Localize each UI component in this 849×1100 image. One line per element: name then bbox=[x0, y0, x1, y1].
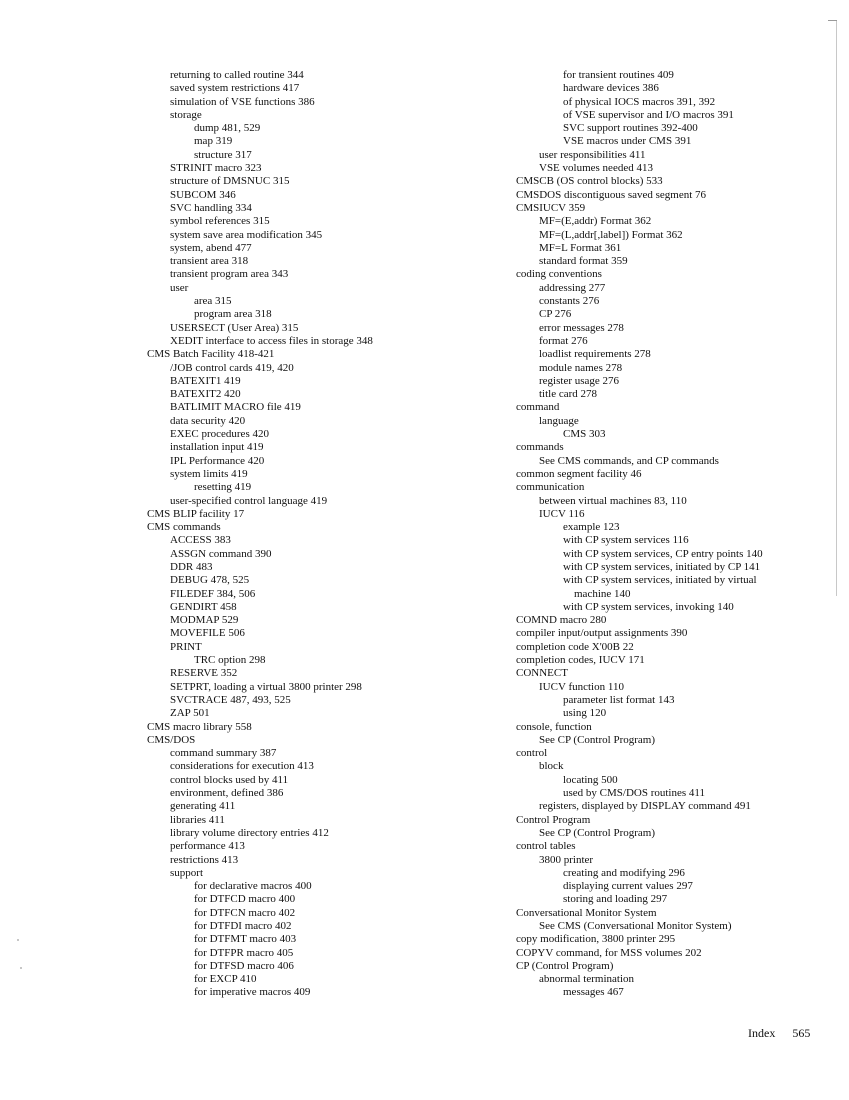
index-subentry: storing and loading 297 bbox=[563, 893, 668, 906]
index-subentry: RESERVE 352 bbox=[170, 667, 238, 680]
page-number: 565 bbox=[792, 1026, 811, 1040]
index-subentry: BATEXIT2 420 bbox=[170, 388, 241, 401]
index-subentry: addressing 277 bbox=[539, 281, 606, 294]
index-subentry: data security 420 bbox=[170, 414, 246, 427]
index-subentry: SVC support routines 392-400 bbox=[563, 122, 698, 135]
index-subentry: error messages 278 bbox=[539, 321, 624, 334]
index-subentry: STRINIT macro 323 bbox=[170, 162, 262, 175]
right-margin-rule bbox=[836, 20, 837, 596]
index-subentry: IUCV function 110 bbox=[539, 680, 624, 693]
index-subentry: ASSGN command 390 bbox=[170, 547, 272, 560]
index-subentry: BATLIMIT MACRO file 419 bbox=[170, 401, 301, 414]
index-subentry: FILEDEF 384, 506 bbox=[170, 587, 256, 600]
index-subentry: of physical IOCS macros 391, 392 bbox=[563, 95, 716, 108]
index-subentry: library volume directory entries 412 bbox=[170, 826, 329, 839]
index-subentry: with CP system services, CP entry points 140 bbox=[563, 547, 763, 560]
index-subentry: abnormal termination bbox=[539, 973, 634, 986]
index-subentry: user responsibilities 411 bbox=[539, 148, 646, 161]
index-subentry: See CP (Control Program) bbox=[539, 826, 655, 839]
index-subentry: GENDIRT 458 bbox=[170, 600, 237, 613]
index-subentry: for imperative macros 409 bbox=[194, 986, 311, 999]
index-entry: CMS/DOS bbox=[147, 733, 196, 746]
index-subentry: between virtual machines 83, 110 bbox=[539, 494, 687, 507]
index-subentry: See CP (Control Program) bbox=[539, 733, 655, 746]
index-entry: CMS commands bbox=[147, 521, 221, 534]
index-subentry: See CMS (Conversational Monitor System) bbox=[539, 920, 732, 932]
index-subentry: parameter list format 143 bbox=[563, 693, 675, 706]
index-subentry: resetting 419 bbox=[194, 481, 252, 494]
index-entry: Control Program bbox=[516, 813, 591, 826]
index-subentry: title card 278 bbox=[539, 388, 598, 401]
index-subentry: registers, displayed by DISPLAY command 491 bbox=[539, 800, 751, 813]
index-subentry: program area 318 bbox=[194, 308, 272, 321]
index-subentry: area 315 bbox=[194, 295, 232, 308]
scan-speck bbox=[20, 967, 22, 969]
index-subentry: machine 140 bbox=[574, 587, 631, 600]
index-entry: CP (Control Program) bbox=[516, 959, 614, 972]
index-subentry: SVC handling 334 bbox=[170, 201, 252, 214]
index-subentry: IPL Performance 420 bbox=[170, 454, 265, 467]
index-subentry: USERSECT (User Area) 315 bbox=[170, 321, 299, 334]
index-entry: copy modification, 3800 printer 295 bbox=[516, 933, 676, 946]
index-subentry: DEBUG 478, 525 bbox=[170, 574, 250, 587]
index-subentry: for DTFCD macro 400 bbox=[194, 893, 296, 906]
index-entry: control tables bbox=[516, 840, 576, 853]
index-subentry: libraries 411 bbox=[170, 813, 225, 826]
index-subentry: for transient routines 409 bbox=[563, 69, 674, 81]
index-subentry: with CP system services, initiated by CP 141 bbox=[563, 560, 761, 573]
index-subentry: language bbox=[539, 414, 579, 427]
index-subentry: TRC option 298 bbox=[194, 654, 266, 667]
index-subentry: for DTFPR macro 405 bbox=[194, 946, 294, 959]
index-subentry: dump 481, 529 bbox=[194, 122, 261, 135]
index-entry: console, function bbox=[516, 720, 592, 733]
index-subentry: system, abend 477 bbox=[170, 241, 252, 254]
index-subentry: user bbox=[170, 281, 189, 294]
index-subentry: VSE macros under CMS 391 bbox=[563, 135, 692, 148]
index-subentry: with CP system services, initiated by virtual bbox=[563, 574, 757, 587]
index-subentry: format 276 bbox=[539, 334, 588, 347]
index-subentry: simulation of VSE functions 386 bbox=[170, 95, 315, 108]
index-subentry: control blocks used by 411 bbox=[170, 773, 289, 786]
index-subentry: for DTFCN macro 402 bbox=[194, 906, 296, 919]
index-entry: CMS macro library 558 bbox=[147, 720, 252, 733]
index-subentry: CMS 303 bbox=[563, 428, 606, 441]
index-entry: Conversational Monitor System bbox=[516, 906, 657, 919]
index-subentry: module names 278 bbox=[539, 361, 623, 374]
index-subentry: symbol references 315 bbox=[170, 215, 270, 228]
index-subentry: messages 467 bbox=[563, 986, 624, 999]
index-subentry: support bbox=[170, 866, 203, 879]
index-entry: command bbox=[516, 401, 560, 414]
page-footer bbox=[748, 1026, 810, 1041]
index-subentry: MF=(L,addr[,label]) Format 362 bbox=[539, 228, 683, 241]
index-subentry: hardware devices 386 bbox=[563, 82, 659, 95]
index-entry: CONNECT bbox=[516, 667, 568, 680]
index-subentry: PRINT bbox=[170, 640, 202, 653]
index-subentry: returning to called routine 344 bbox=[170, 69, 304, 81]
index-subentry: constants 276 bbox=[539, 295, 600, 308]
index-entry: communication bbox=[516, 481, 585, 494]
index-subentry: register usage 276 bbox=[539, 374, 620, 387]
index-subentry: of VSE supervisor and I/O macros 391 bbox=[563, 108, 734, 121]
index-subentry: MOVEFILE 506 bbox=[170, 627, 245, 640]
index-subentry: map 319 bbox=[194, 135, 233, 148]
index-subentry: CP 276 bbox=[539, 308, 572, 321]
index-subentry: IUCV 116 bbox=[539, 507, 585, 520]
index-subentry: SVCTRACE 487, 493, 525 bbox=[170, 693, 291, 706]
index-entry: control bbox=[516, 747, 548, 760]
index-subentry: /JOB control cards 419, 420 bbox=[170, 361, 294, 374]
index-subentry: See CMS commands, and CP commands bbox=[539, 454, 719, 467]
index-subentry: with CP system services, invoking 140 bbox=[563, 600, 734, 613]
index-subentry: standard format 359 bbox=[539, 255, 628, 268]
index-subentry: loadlist requirements 278 bbox=[539, 348, 651, 361]
index-entry: completion codes, IUCV 171 bbox=[516, 654, 645, 667]
index-subentry: system limits 419 bbox=[170, 467, 248, 480]
index-subentry: structure of DMSNUC 315 bbox=[170, 175, 290, 188]
index-subentry: storage bbox=[170, 108, 202, 121]
index-entry: COMND macro 280 bbox=[516, 614, 607, 627]
index-subentry: considerations for execution 413 bbox=[170, 760, 314, 773]
index-subentry: SETPRT, loading a virtual 3800 printer 298 bbox=[170, 680, 362, 693]
index-entry: common segment facility 46 bbox=[516, 467, 642, 480]
index-subentry: MODMAP 529 bbox=[170, 614, 239, 627]
index-subentry: ACCESS 383 bbox=[170, 534, 231, 547]
index-subentry: ZAP 501 bbox=[170, 707, 210, 720]
index-subentry: transient program area 343 bbox=[170, 268, 289, 281]
index-subentry: XEDIT interface to access files in storage 348 bbox=[170, 334, 373, 347]
index-subentry: transient area 318 bbox=[170, 255, 249, 268]
index-subentry: environment, defined 386 bbox=[170, 787, 284, 800]
index-subentry: command summary 387 bbox=[170, 747, 277, 760]
index-subentry: BATEXIT1 419 bbox=[170, 374, 241, 387]
index-subentry: using 120 bbox=[563, 707, 607, 720]
index-subentry: for DTFSD macro 406 bbox=[194, 959, 294, 972]
index-entry: coding conventions bbox=[516, 268, 602, 281]
index-subentry: installation input 419 bbox=[170, 441, 264, 454]
index-entry: CMSDOS discontiguous saved segment 76 bbox=[516, 188, 707, 201]
index-subentry: locating 500 bbox=[563, 773, 618, 786]
index-subentry: MF=L Format 361 bbox=[539, 241, 622, 254]
index-subentry: creating and modifying 296 bbox=[563, 866, 685, 879]
index-entry: CMSIUCV 359 bbox=[516, 201, 586, 214]
index-subentry: for declarative macros 400 bbox=[194, 880, 312, 893]
index-entry: completion code X'00B 22 bbox=[516, 640, 634, 653]
index-column-left bbox=[147, 69, 373, 1000]
index-subentry: 3800 printer bbox=[539, 853, 594, 866]
index-entry: COPYV command, for MSS volumes 202 bbox=[516, 946, 702, 959]
index-entry: CMSCB (OS control blocks) 533 bbox=[516, 175, 663, 188]
index-subentry: displaying current values 297 bbox=[563, 880, 693, 893]
index-entry: commands bbox=[516, 441, 564, 454]
index-subentry: performance 413 bbox=[170, 840, 245, 853]
index-subentry: for DTFDI macro 402 bbox=[194, 920, 292, 932]
index-entry: compiler input/output assignments 390 bbox=[516, 627, 688, 640]
index-subentry: for DTFMT macro 403 bbox=[194, 933, 297, 946]
index-subentry: saved system restrictions 417 bbox=[170, 82, 300, 95]
index-subentry: MF=(E,addr) Format 362 bbox=[539, 215, 652, 228]
index-subentry: user-specified control language 419 bbox=[170, 494, 328, 507]
index-subentry: VSE volumes needed 413 bbox=[539, 162, 653, 175]
index-subentry: SUBCOM 346 bbox=[170, 188, 236, 201]
index-subentry: restrictions 413 bbox=[170, 853, 239, 866]
index-subentry: block bbox=[539, 760, 564, 773]
index-subentry: EXEC procedures 420 bbox=[170, 428, 269, 441]
index-subentry: structure 317 bbox=[194, 148, 252, 161]
index-subentry: used by CMS/DOS routines 411 bbox=[563, 787, 705, 800]
index-subentry: system save area modification 345 bbox=[170, 228, 323, 241]
index-entry: CMS BLIP facility 17 bbox=[147, 507, 245, 520]
index-subentry: for EXCP 410 bbox=[194, 973, 257, 986]
right-margin-tick bbox=[828, 20, 837, 21]
index-subentry: with CP system services 116 bbox=[563, 534, 689, 547]
index-entry: CMS Batch Facility 418-421 bbox=[147, 348, 275, 361]
index-subentry: example 123 bbox=[563, 521, 620, 534]
index-subentry: generating 411 bbox=[170, 800, 236, 813]
scan-speck bbox=[17, 939, 19, 941]
index-subentry: DDR 483 bbox=[170, 560, 213, 573]
index-column-right bbox=[516, 69, 763, 1000]
footer-label: Index bbox=[748, 1026, 776, 1040]
